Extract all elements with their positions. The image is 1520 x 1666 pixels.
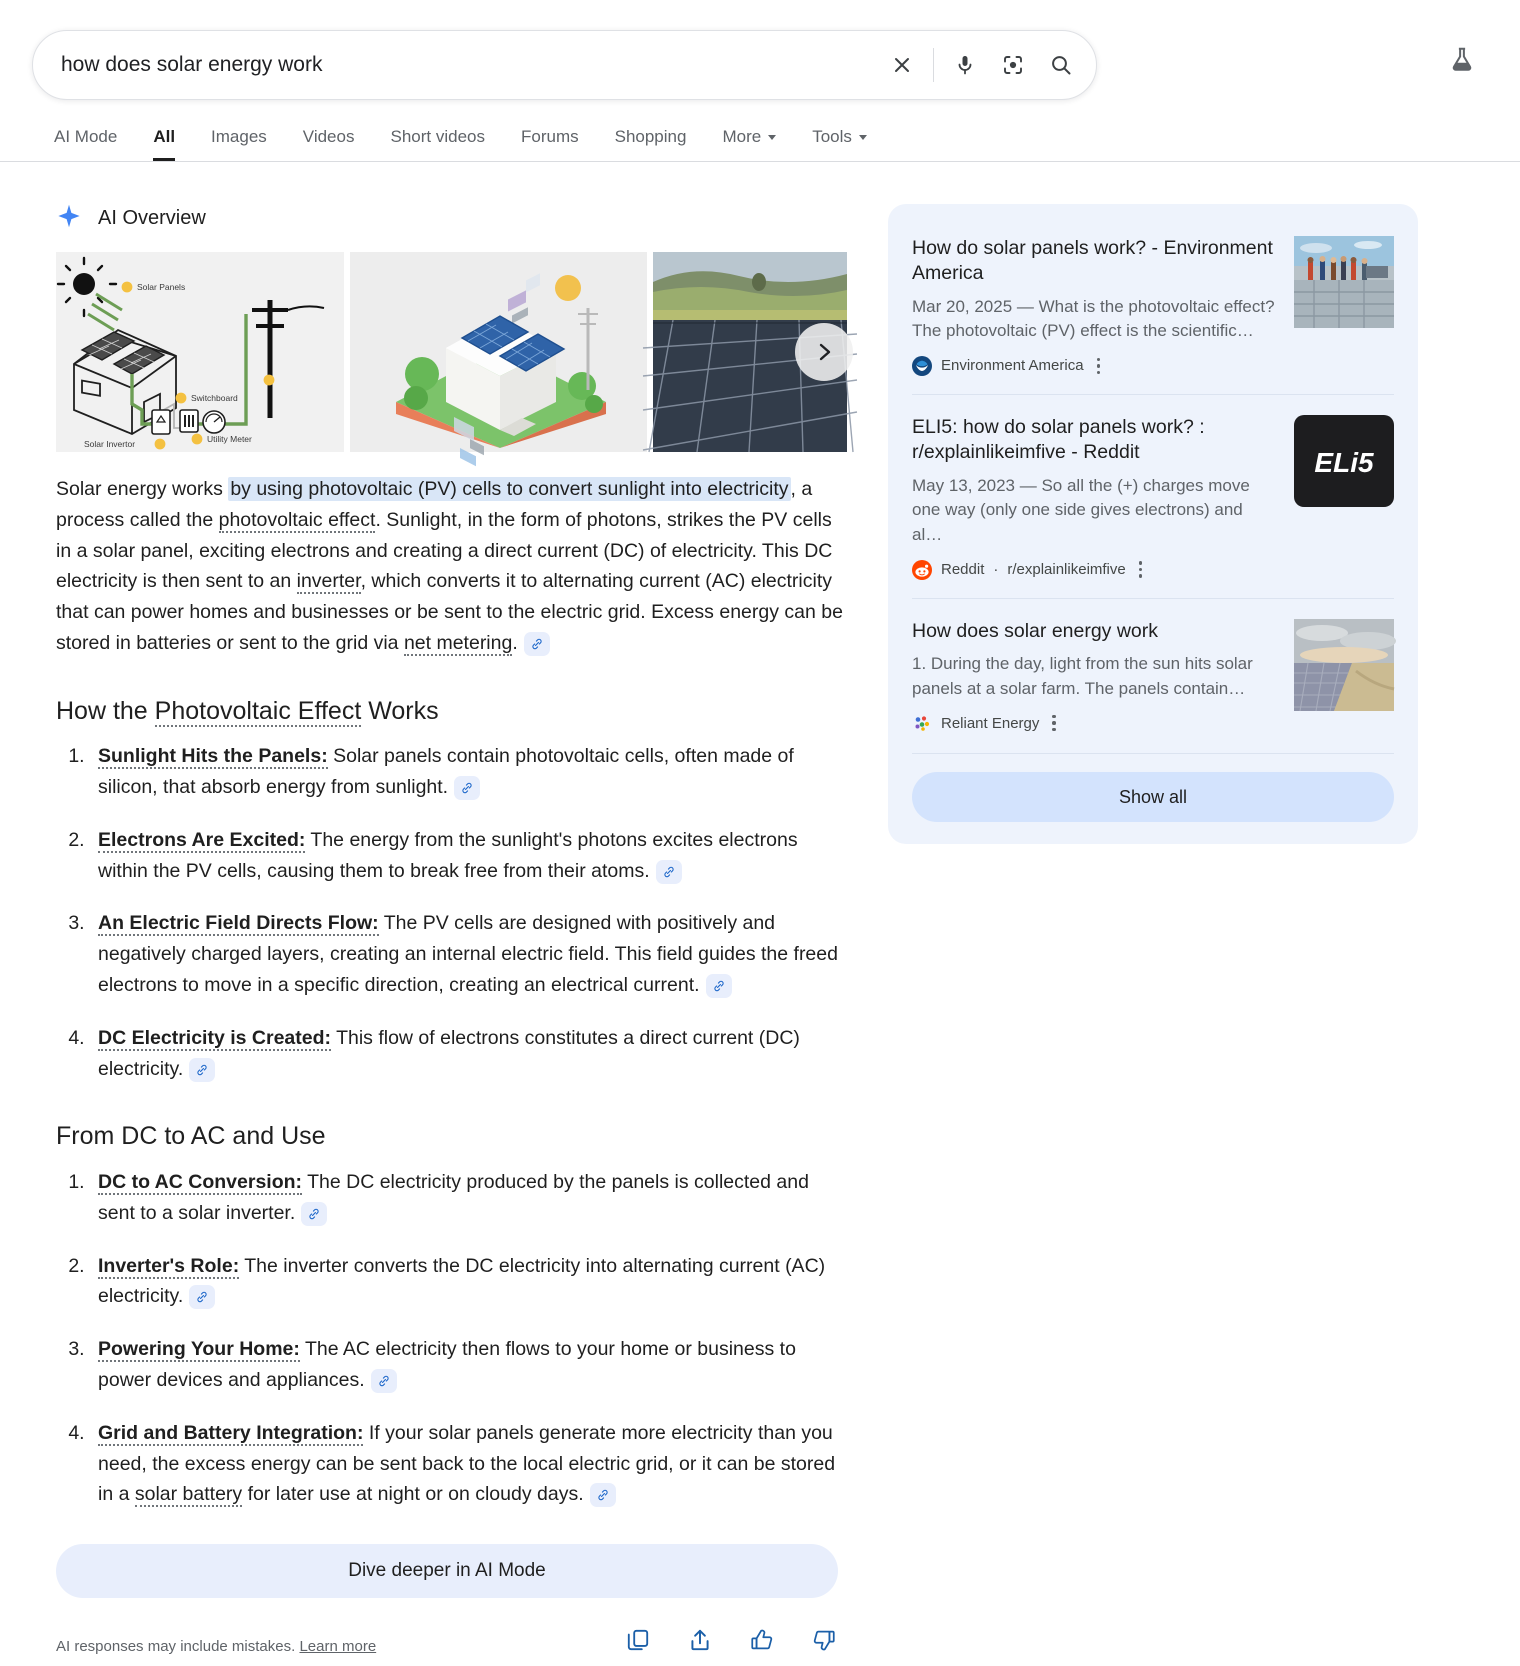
source-meta (912, 560, 1276, 580)
thumbs-up-icon[interactable] (748, 1626, 776, 1654)
source-snippet: May 13, 2023 — So all the (+) charges move one way (only one side gives electrons) and al… (912, 475, 1250, 544)
dive-deeper-button[interactable]: Dive deeper in AI Mode (56, 1544, 838, 1598)
list-item (90, 825, 846, 887)
intro-after-3: , which converts it to alternating current (AC) electricity that can power homes and businesses or be sent to the electric grid. Excess energy can be stored in batteries or sent to the grid via (56, 570, 843, 654)
tab-label: Videos (302, 127, 355, 146)
tab-videos[interactable] (285, 127, 373, 161)
source-site-name: Reddit (941, 561, 985, 579)
intro-after-2: . Sunlight, in the form of photons, strikes the PV cells in a solar panel, exciting electrons and creating a direct current (DC) of electricity. This DC electricity is then sent to an (56, 508, 833, 593)
list-item-body-b: for later use at night or on cloudy days. (242, 1483, 584, 1506)
citation-chip[interactable] (524, 632, 550, 656)
section-heading-tail: Works (361, 696, 439, 725)
sources-panel (888, 204, 1418, 844)
source-subreddit-name: r/explainlikeimfive (1007, 561, 1126, 579)
labs-flask-icon[interactable] (1444, 42, 1480, 78)
list-item-body: The DC electricity produced by the panels is collected and sent to a solar inverter. (98, 1170, 809, 1224)
ai-disclaimer-text: AI responses may include mistakes. (56, 1637, 296, 1655)
tab-ai-mode[interactable] (50, 127, 135, 161)
inline-link-net-metering[interactable]: net metering (403, 631, 513, 654)
source-card[interactable] (912, 394, 1394, 598)
intro-after-4: . (512, 631, 518, 654)
list-item-body: The inverter converts the DC electricity into alternating current (AC) electricity. (98, 1254, 826, 1308)
ai-overview-title: AI Overview (98, 206, 206, 229)
clear-search-icon[interactable] (889, 52, 915, 78)
citation-chip[interactable] (189, 1285, 215, 1309)
ai-overview-text (56, 474, 846, 1510)
carousel-image-solar-farm[interactable] (653, 252, 847, 452)
source-snippet: Mar 20, 2025 — What is the photovoltaic effect? The photovoltaic (PV) effect is the scientific… (912, 296, 1275, 341)
list-item-lead[interactable]: Sunlight Hits the Panels: (98, 745, 328, 768)
svg-text:Solar Panels: Solar Panels (137, 282, 186, 292)
tab-label: All (153, 127, 176, 146)
intro-after-1: , a process called the (56, 478, 813, 531)
search-nav-tabs (50, 127, 885, 161)
list-item (90, 1023, 846, 1085)
inline-link-solar-battery[interactable]: solar battery (134, 1483, 243, 1506)
list-item (90, 741, 846, 803)
list-item (90, 908, 846, 1000)
inline-link-inverter[interactable]: inverter (296, 570, 361, 593)
tab-images[interactable] (193, 127, 285, 161)
source-more-options-icon[interactable] (1052, 715, 1056, 732)
inline-link-photovoltaic-effect[interactable]: photovoltaic effect (218, 508, 376, 531)
chevron-down-icon (768, 135, 776, 140)
tab-all[interactable] (135, 127, 193, 161)
list-item-lead[interactable]: DC to AC Conversion: (98, 1170, 303, 1193)
microphone-icon[interactable] (952, 52, 978, 78)
tab-label: Tools (812, 127, 852, 146)
svg-text:Switchboard: Switchboard (191, 393, 238, 403)
citation-chip[interactable] (656, 860, 682, 884)
source-title[interactable]: How does solar energy work (912, 619, 1159, 642)
citation-chip[interactable] (590, 1483, 616, 1507)
source-more-options-icon[interactable] (1139, 561, 1143, 578)
section-2-list (90, 1167, 846, 1510)
sources-panel-column (888, 204, 1418, 844)
intro-highlight: by using photovoltaic (PV) cells to convert sunlight into electricity (230, 478, 789, 500)
citation-chip[interactable] (454, 776, 480, 800)
svg-text:Utility Meter: Utility Meter (207, 434, 252, 444)
tab-forums[interactable] (503, 127, 597, 161)
intro-before: Solar energy works (56, 478, 229, 500)
citation-chip[interactable] (301, 1202, 327, 1226)
sources-divider (912, 753, 1394, 754)
share-icon[interactable] (686, 1626, 714, 1654)
source-thumbnail-rooftop[interactable] (1294, 236, 1394, 328)
source-card-main (912, 415, 1276, 580)
list-item-body: This flow of electrons constitutes a direct current (DC) electricity. (98, 1026, 800, 1080)
tab-label: Shopping (614, 127, 687, 146)
carousel-next-button[interactable] (795, 323, 853, 381)
source-thumbnail-eli5[interactable] (1294, 415, 1394, 507)
source-subreddit: · (993, 561, 999, 579)
ai-overview-footer (56, 1626, 838, 1666)
list-item-lead[interactable]: Inverter's Role: (98, 1254, 240, 1277)
source-snippet: 1. During the day, light from the sun hits solar panels at a solar farm. The panels contain… (912, 653, 1253, 698)
list-item-lead[interactable]: Grid and Battery Integration: (98, 1421, 364, 1444)
section-heading-text: How the (56, 696, 155, 725)
thumbs-down-icon[interactable] (810, 1626, 838, 1654)
tab-short-videos[interactable] (372, 127, 503, 161)
tab-tools[interactable] (794, 127, 885, 161)
section-heading-2: From DC to AC and Use (56, 1122, 326, 1151)
ai-disclaimer (56, 1638, 376, 1655)
list-item-body-a: If your solar panels generate more electricity than you need, the excess energy can be sent back to the local electric grid, or it can be stored in a (98, 1421, 836, 1506)
ai-overview-image-carousel[interactable] (56, 252, 841, 452)
ai-overview-header (56, 198, 846, 238)
source-more-options-icon[interactable] (1097, 358, 1101, 375)
reddit-favicon (912, 560, 932, 580)
source-site-name: Environment America (941, 357, 1084, 375)
tab-more[interactable] (704, 127, 794, 161)
ai-overview-actions (624, 1626, 838, 1654)
source-card-main (912, 619, 1276, 734)
carousel-image-house[interactable] (350, 252, 647, 452)
environment-america-favicon (912, 356, 932, 376)
copy-icon[interactable] (624, 1626, 652, 1654)
source-card-main (912, 236, 1276, 376)
search-input[interactable] (61, 53, 889, 77)
list-item (90, 1334, 846, 1396)
list-item-lead[interactable]: Powering Your Home: (98, 1338, 300, 1361)
learn-more-link[interactable]: Learn more (299, 1637, 377, 1655)
tab-label: AI Mode (54, 127, 118, 146)
tab-label: Short videos (390, 127, 485, 146)
search-header (0, 0, 1520, 162)
source-thumbnail-solar-farm[interactable] (1294, 619, 1394, 711)
list-item-lead[interactable]: DC Electricity is Created: (98, 1026, 332, 1049)
svg-text:Solar Invertor: Solar Invertor (84, 439, 136, 449)
source-meta (912, 713, 1276, 733)
citation-chip[interactable] (371, 1369, 397, 1393)
list-item (90, 1251, 846, 1313)
search-submit-icon[interactable] (1048, 52, 1074, 78)
list-item (90, 1167, 846, 1229)
tab-label: Forums (520, 127, 579, 146)
source-title[interactable]: ELI5: how do solar panels work? : r/explainlikeimfive - Reddit (912, 415, 1205, 464)
carousel-image-diagram[interactable] (56, 252, 344, 452)
citation-chip[interactable] (706, 974, 732, 998)
list-item (90, 1418, 846, 1510)
source-site-name: Reliant Energy (941, 714, 1040, 732)
svg-text:ELi5: ELi5 (1314, 446, 1374, 478)
tab-shopping[interactable] (597, 127, 705, 161)
ai-overview-block (56, 198, 846, 1666)
list-item-body: The energy from the sunlight's photons excites electrons within the PV cells, causing them to break free from their atoms. (98, 828, 798, 882)
search-bar[interactable] (32, 30, 1097, 100)
search-divider (933, 48, 934, 82)
citation-chip[interactable] (189, 1058, 215, 1082)
source-meta (912, 356, 1276, 376)
list-item-body: Solar panels contain photovoltaic cells, often made of silicon, that absorb energy from sunlight. (98, 745, 794, 799)
list-item-lead[interactable]: An Electric Field Directs Flow: (98, 912, 379, 935)
section-1-list (90, 741, 846, 1084)
inline-link-photovoltaic-effect-heading[interactable]: Photovoltaic Effect (154, 696, 362, 725)
section-heading-1 (56, 695, 846, 728)
list-item-body: The AC electricity then flows to your home or business to power devices and appliances. (98, 1338, 796, 1391)
ai-intro-paragraph (56, 474, 846, 659)
source-card[interactable] (912, 598, 1394, 752)
show-all-sources-button[interactable]: Show all (912, 772, 1394, 822)
gemini-sparkle-icon (56, 203, 82, 234)
google-lens-icon[interactable] (1000, 52, 1026, 78)
tab-label: Images (211, 127, 267, 146)
source-title[interactable]: How do solar panels work? - Environment America (912, 237, 1273, 285)
list-item-body: The PV cells are designed with positively and negatively charged layers, creating an internal electric field. This field guides the freed electrons to move in a specific direction, creating an electrical current. (98, 912, 838, 997)
tab-label: More (722, 127, 762, 146)
list-item-lead[interactable]: Electrons Are Excited: (98, 828, 306, 851)
reliant-energy-favicon (912, 713, 932, 733)
source-card[interactable] (912, 226, 1394, 394)
chevron-down-icon (859, 135, 867, 140)
